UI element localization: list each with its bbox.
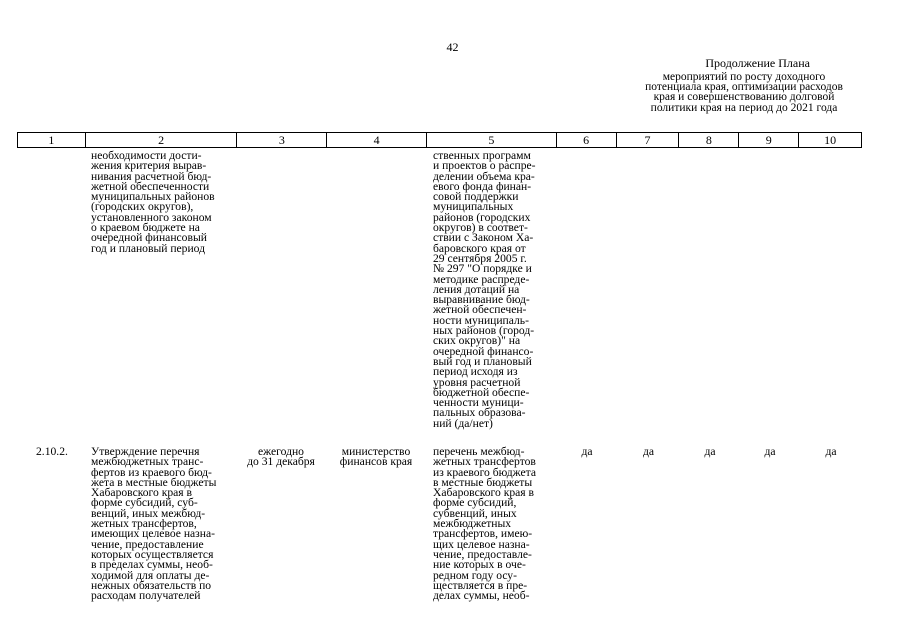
row-value-col8: да [704, 445, 716, 458]
column-header-7: 7 [617, 133, 680, 147]
column-header-6: 6 [557, 133, 617, 147]
plan-title-line: потенциала края, оптимизации расходов [645, 81, 843, 94]
column-header-9: 9 [739, 133, 799, 147]
plan-title [624, 72, 864, 113]
column-header-5: 5 [427, 133, 557, 147]
page-number: 42 [446, 40, 459, 54]
row-number: 2.10.2. [36, 445, 68, 458]
column-header-1: 1 [18, 133, 86, 147]
column-header-4: 4 [327, 133, 427, 147]
column-header-10: 10 [824, 133, 837, 147]
column-header-3: 3 [237, 133, 327, 147]
plan-title-line: края и совершенствованию долговой [653, 91, 835, 104]
row-value-col6: да [581, 445, 593, 458]
continuation-label: Продолжение Плана [705, 56, 810, 70]
continued-row-description: необходимости дости- жения критерия вырав- нивания расчетной бюд- жетной обеспеченности муниципальных районов (городских округов), установленного законом о краевом бюджете на очередной финансовый год и плановый период [91, 149, 215, 255]
plan-title-line: политики края на период до 2021 года [650, 101, 838, 114]
row-value-col9: да [764, 445, 776, 458]
row-value-col7: да [642, 445, 655, 458]
row-deadline: ежегодно до 31 декабря [247, 445, 315, 469]
column-header-2: 2 [86, 133, 238, 147]
row-value-col10: да [825, 445, 837, 458]
table-header-row [17, 132, 862, 148]
continued-row-indicator: ственных программ и проектов о распре- делении объема кра- евого фонда финан- совой поддержки муниципальных районов (городских округов) в соответ- ствии с Законом Ха- баровского края от 29 сентября 2005 г. № 297 "О порядке и методике распреде- ления дотаций на выравнивание бюд- жетной обеспечен- ности муниципаль- ных районов (город- ских округов)" на очередной финансо- вый год и плановый период исходя из уровня расчетной бюджетной обеспе- ченности муници- пальных образова- ний (да/нет) [433, 149, 536, 430]
row-responsible: министерство финансов края [339, 445, 413, 469]
row-description: Утверждение перечня межбюджетных транс- фертов из краевого бюд- жета в местные бюджеты Хабаровского края в форме субсидий, суб- венций, иных межбюд- жетных трансфертов, имеющих целевое назна- чение, предоставление которых осуществляется в пределах суммы, необ- ходимой для оплаты де- нежных обязательств по расходам получателей [91, 445, 217, 603]
column-header-8: 8 [679, 133, 739, 147]
plan-title-line: мероприятий по росту доходного [662, 71, 826, 83]
row-indicator: перечень межбюд- жетных трансфертов из краевого бюджета в местные бюджеты Хабаровского края в форме субсидий, субвенций, иных межбюджетных трансфертов, имею- щих целевое назна- чение, предоставле- ние которых в оче- редном году осу- ществляется в пре- делах суммы, необ- [433, 445, 536, 603]
